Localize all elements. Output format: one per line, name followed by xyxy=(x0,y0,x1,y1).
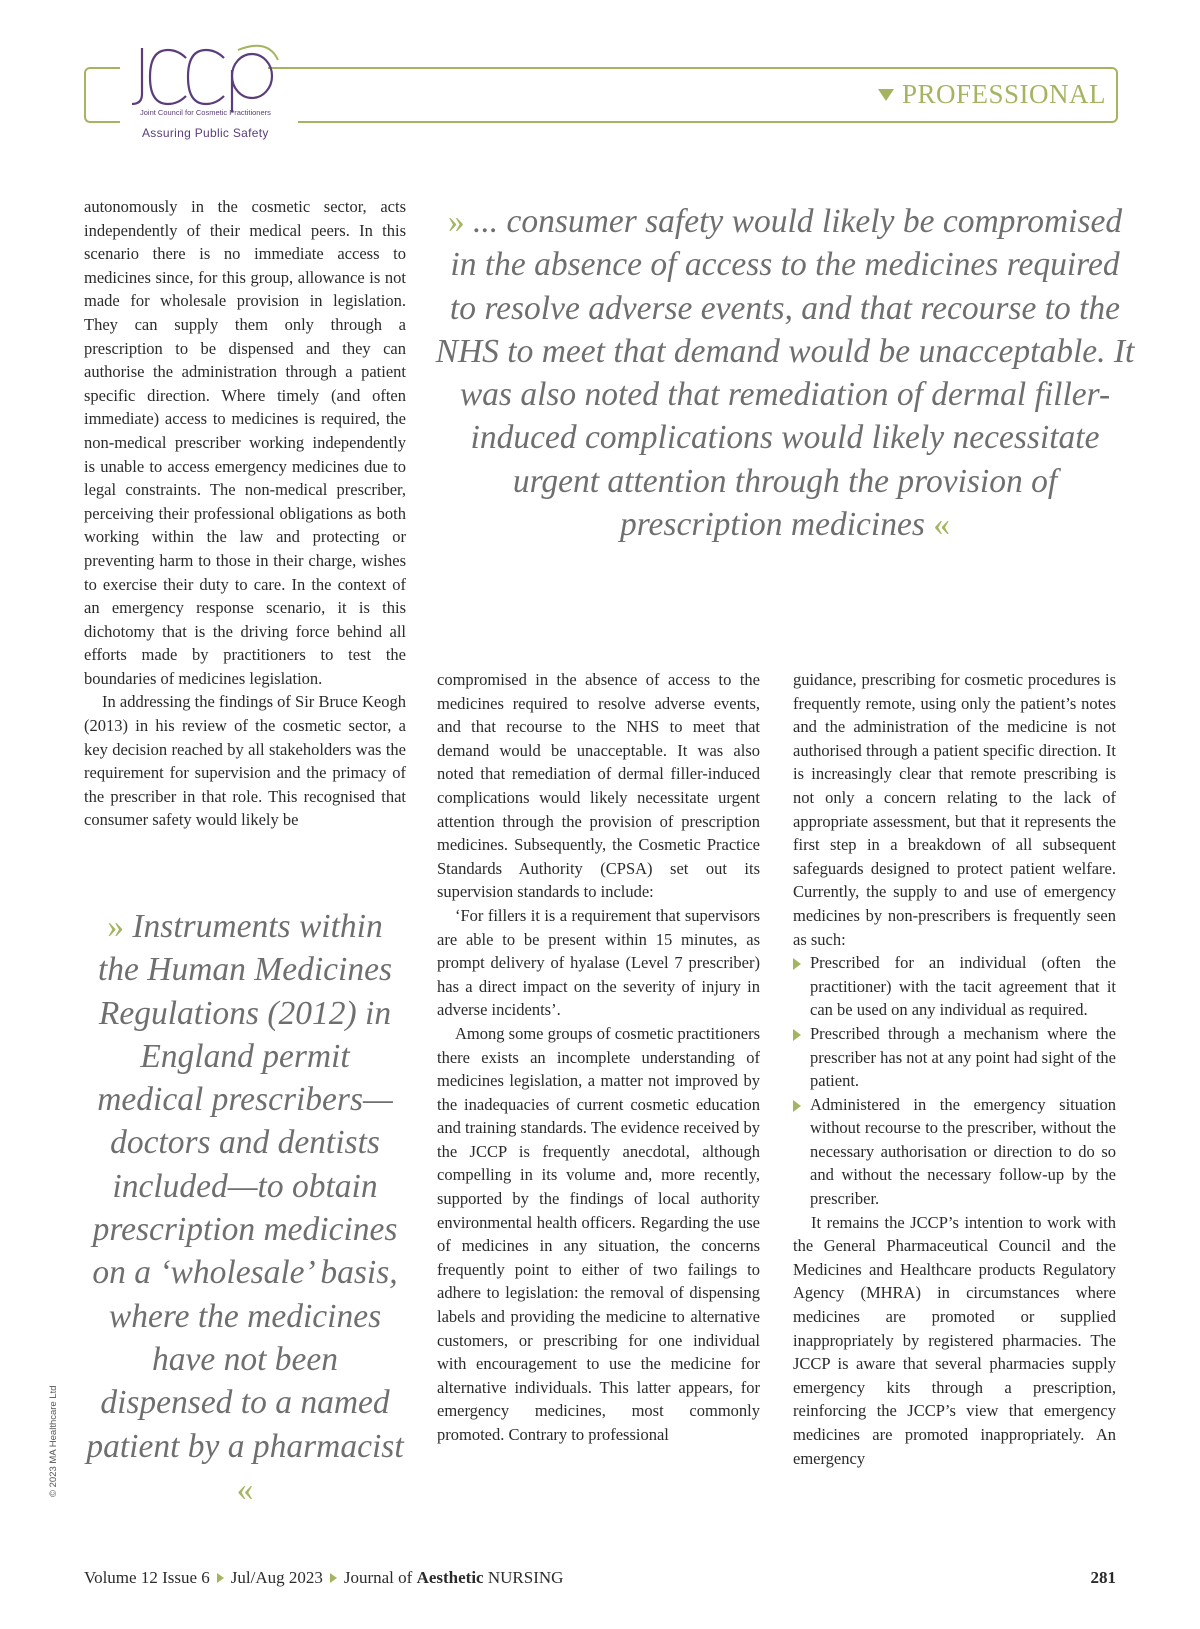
paragraph: Among some groups of cosmetic practitioners there exists an incomplete understanding of medicines legislation, a matter not improved by the inadequacies of current cosmetic education and training standards. The evidence received by the JCCP is frequently anecdotal, although compelling in its volume and, more recently, supported by the findings of local authority environmental health officers. Regarding the use of medicines in any situation, the concerns frequently point to either of two failings to adhere to legislation: the removal of dispensing labels and providing the medicine to alternative customers, or prescribing for one individual with encouragement to use the medicine for alternative individuals. This latter appears, for emergency medicines, most commonly promoted. Contrary to professional xyxy=(437,1023,760,1444)
list-item-text: Administered in the emergency situation without recourse to the prescriber, without the necessary authorisation or direction to do so and without the necessary follow-up by the prescriber. xyxy=(810,1094,1116,1209)
column-3 xyxy=(793,668,1116,1470)
pull-quote-left-text: Instruments within the Human Medicines Regulations (2012) in England permit medical prescribers—doctors and dentists included—to obtain prescription medicines on a ‘wholesale’ basis, where the medicines have not been dispensed to a named patient by a pharmacist xyxy=(86,908,404,1465)
footer-journal-bold: Aesthetic xyxy=(416,1568,484,1587)
triangle-right-icon xyxy=(793,1029,801,1041)
quote-open-mark: » xyxy=(107,908,125,945)
triangle-right-icon xyxy=(793,1100,801,1112)
triangle-down-icon xyxy=(878,89,894,101)
triangle-right-icon xyxy=(330,1573,337,1583)
quote-close-mark: « xyxy=(236,1470,254,1508)
footer-date: Jul/Aug 2023 xyxy=(230,1568,323,1587)
list-item-text: Prescribed for an individual (often the practitioner) with the tacit agreement that it can be used on any individual as required. xyxy=(810,953,1116,1020)
list-item-text: Prescribed through a mechanism where the prescriber has not at any point had sight of the patient. xyxy=(810,1023,1116,1091)
pull-quote-top-text: ... consumer safety would likely be compromised in the absence of access to the medicines required to resolve adverse events, and that recourse to the NHS to meet that demand would be unacceptable. It was also noted that remediation of dermal filler-induced complications would likely necessitate urgent attention through the provision of prescription medicines xyxy=(435,203,1135,544)
paragraph: autonomously in the cosmetic sector, acts independently of their medical peers. In this scenario there is no immediate access to medicines since, for this group, allowance is not made for wholesale provision in legislation. They can supply them only through a prescription to be dispensed and they can authorise the administration through a patient specific direction. Where timely (and often immediate) access to medicines is required, the non-medical prescriber working independently is unable to access emergency medicines due to legal constraints. The non-medical prescriber, perceiving their professional obligations as both working within the law and protecting or preventing harm to those in their charge, wishes to exercise their duty to care. In the context of an emergency response scenario, it is this dichotomy that is the driving force behind all efforts made by practitioners to test the boundaries of medicines legislation. xyxy=(84,197,406,688)
footer-volume: Volume 12 Issue 6 xyxy=(84,1568,210,1587)
footer-journal-prefix: Journal of xyxy=(343,1568,413,1587)
triangle-right-icon xyxy=(793,958,801,970)
column-1 xyxy=(84,195,406,832)
paragraph: It remains the JCCP’s intention to work with the General Pharmaceutical Council and the Medicines and Healthcare products Regulatory Agency (MHRA) in circumstances where medicines are promoted or supplied inappropriately by registered pharmacies. The JCCP is aware that several pharmacies supply emergency kits through a prescription, reinforcing the JCCP’s view that emergency medicines are promoted inappropriately. An emergency xyxy=(793,1212,1116,1468)
paragraph: In addressing the findings of Sir Bruce Keogh (2013) in his review of the cosmetic sector, a key decision reached by all stakeholders was the requirement for supervision and the primacy of the prescriber in that role. This recognised that consumer safety would likely be xyxy=(84,692,406,830)
list-item xyxy=(793,1022,1116,1093)
footer-journal-suffix: NURSING xyxy=(487,1568,564,1587)
jccp-logo-mark xyxy=(128,42,288,112)
column-2 xyxy=(437,668,760,1447)
paragraph: ‘For fillers it is a requirement that supervisors are able to be present within 15 minutes, as prompt delivery of hyalase (Level 7 prescriber) has a direct impact on the severity of injury in adverse incidents’. xyxy=(437,905,760,1020)
page-number: 281 xyxy=(1090,1568,1116,1587)
logo-subtitle: Joint Council for Cosmetic Practitioners xyxy=(140,108,271,117)
list-item xyxy=(793,951,1116,1022)
pull-quote-top xyxy=(435,200,1135,546)
bullet-list xyxy=(793,951,1116,1211)
paragraph: compromised in the absence of access to the medicines required to resolve adverse events, and that recourse to the NHS to meet that demand would be unacceptable. It was also noted that remediation of dermal filler-induced complications would likely necessitate urgent attention through the provision of prescription medicines. Subsequently, the Cosmetic Practice Standards Authority (CPSA) set out its supervision standards to include: xyxy=(437,670,760,902)
quote-close-mark: « xyxy=(933,506,950,544)
pull-quote-left xyxy=(84,905,406,1511)
header-frame-left xyxy=(84,67,120,123)
copyright-notice: © 2023 MA Healthcare Ltd xyxy=(48,1385,59,1497)
section-label xyxy=(878,79,1106,110)
triangle-right-icon xyxy=(217,1573,224,1583)
section-label-text: PROFESSIONAL xyxy=(901,79,1106,109)
jccp-logo xyxy=(128,42,288,146)
paragraph: guidance, prescribing for cosmetic procedures is frequently remote, using only the patient’s notes and the administration of the medicine is not authorised through a patient specific direction. It is increasingly clear that remote prescribing is not only a concern relating to the lack of appropriate assessment, but that it represents the first step in a breakdown of all subsequent safeguards designed to protect patient welfare. Currently, the supply to and use of emergency medicines by non-prescribers is frequently seen as such: xyxy=(793,670,1116,949)
list-item xyxy=(793,1093,1116,1211)
quote-open-mark: » xyxy=(447,203,465,240)
logo-tagline: Assuring Public Safety xyxy=(142,126,269,140)
page-footer xyxy=(84,1568,1116,1588)
